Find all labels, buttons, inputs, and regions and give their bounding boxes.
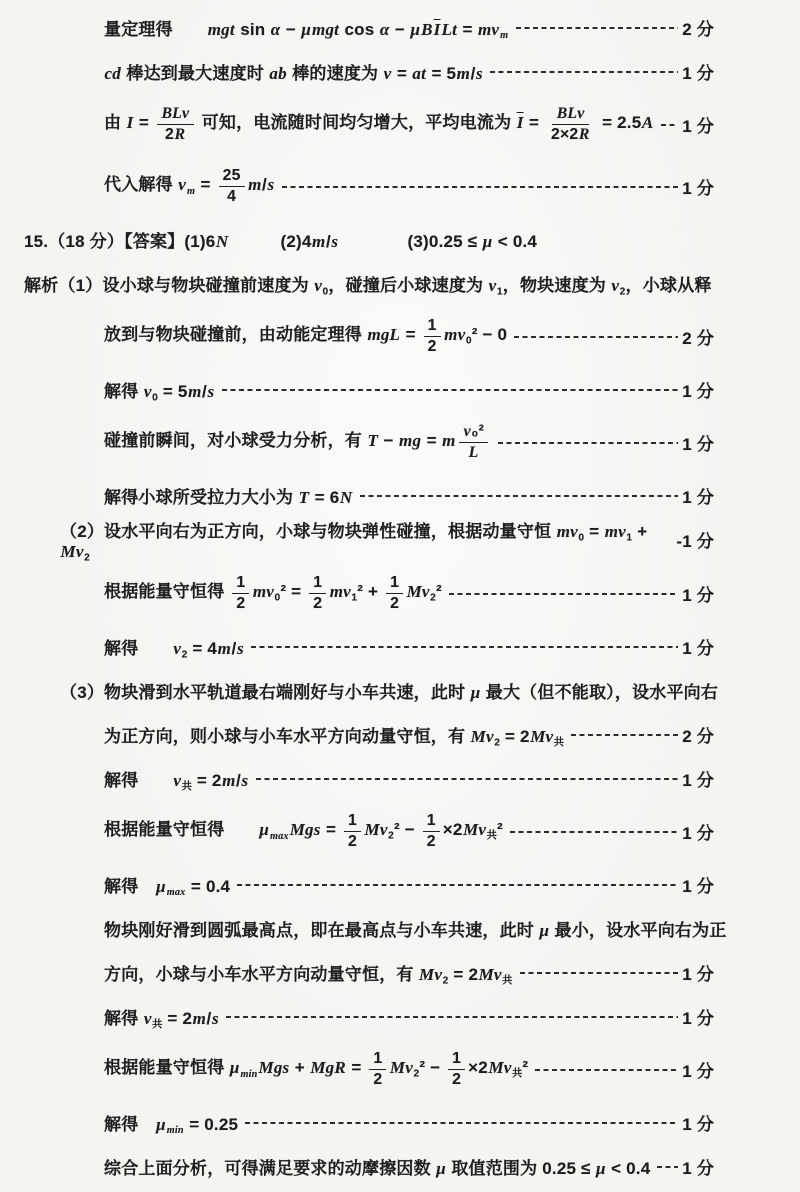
math-variable: s [211,1008,219,1028]
solution-line [22,862,792,906]
fraction: $\frac{1}{2}$ [232,574,249,611]
math-variable: max [166,887,186,899]
math-variable: cd [104,63,121,83]
score-label: 1 分 [682,1061,714,1081]
math-variable: $\overline{I}$ [433,19,441,39]
math-variable: μ [410,19,421,39]
dotted-leader [251,646,678,648]
fraction: $\frac{25}{4}$ [219,167,245,204]
subscript: 0 [578,532,585,544]
line-content: 根据能量守恒得 $\mu_{max}Mgs$ = $\frac{1}{2}$ $Mv_2^2$ − $\frac{1}{2}$ $\times 2Mv_共^2$ [104,812,503,850]
math-variable: m [500,30,509,42]
solution-line [22,5,792,49]
line-content: （3）物块滑到水平轨道最右端刚好与小车共速，此时 μ 最大（但不能取），设水平向右 [60,682,719,702]
solution-line [22,712,792,756]
score-label: 1 分 [682,63,714,83]
bold-label: 解析 [24,275,59,295]
score-label: 1 分 [682,770,714,790]
dotted-leader [245,1122,678,1124]
line-content: 物块刚好滑到圆弧最高点，即在最高点与小车共速，此时 μ 最小，设水平向右为正 [104,920,727,940]
solution-lines [22,5,792,1188]
score-label: 2 分 [682,328,714,348]
line-content: 解得 $\mu_{max} = 0.4$ [104,876,231,899]
solution-line [22,624,792,668]
subscript: 2 [181,649,188,661]
subscript: 2 [413,1069,420,1081]
math-variable: BLv [161,105,190,123]
math-variable: ab [269,63,287,83]
solution-line [22,411,792,473]
score-label: 1 分 [682,434,714,454]
math-variable: s [241,770,249,790]
math-variable: m [186,186,196,198]
line-content: 放到与物块碰撞前，由动能定理得 mgL = $\frac{1}{2}$ $mv_0^2 - 0$ [104,317,508,355]
math-variable: v [173,770,182,790]
math-variable: μ [539,920,550,940]
math-variable: μ [156,1114,166,1134]
math-variable: v [178,175,186,195]
math-variable: R [174,125,186,143]
line-content: 解得 $v_共 = 2m/s$ [104,770,249,793]
math-variable: max [269,831,289,843]
math-variable: Mv [406,582,430,602]
line-content: 根据能量守恒得 $\frac{1}{2}$ $mv_0^2$ = $\frac{1}{2}$ $mv_1^2$ + $\frac{1}{2}$ $Mv_2^2$ [104,574,442,612]
math-variable: Mv [530,726,554,746]
math-variable: $\overline{I}$ [516,113,524,133]
subscript: 0 [322,286,329,298]
subscript: 1 [626,532,633,544]
subscript [240,1069,258,1080]
solution-line [22,906,792,950]
math-variable: B [421,19,433,39]
subscript: 共 [152,1019,163,1031]
subscript: 共 [553,737,565,749]
dotted-leader [498,442,678,444]
math-variable: Mv [419,964,443,984]
math-variable: mv [444,325,466,345]
math-variable: m [248,175,262,195]
math-variable: mgt [207,19,235,39]
math-variable: mv [604,522,626,541]
line-content: 为正方向，则小球与小车水平方向动量守恒，有 $Mv_2 = 2Mv_共$ [104,726,565,749]
line-content: 代入解得 $v_m$ = $\frac{25}{4}$ m/s [104,167,275,205]
subscript: 0 [274,593,281,605]
math-variable: Mv [463,820,487,840]
math-variable: v [488,275,497,295]
score-label: 1 分 [682,1158,714,1178]
math-variable: v [611,275,620,295]
dotted-leader [657,1166,678,1168]
dotted-leader [520,972,679,974]
subscript [186,186,195,197]
math-variable: s [207,381,215,401]
math-variable: L [468,443,479,461]
math-variable: v [143,1008,152,1028]
math-variable: μ [482,231,493,251]
dotted-leader [449,593,678,595]
solution-line [22,155,792,217]
fraction: $\frac{1}{2}$ [386,574,403,611]
subscript: 共 [502,975,513,987]
math-variable: m [442,431,456,451]
subscript [166,887,186,898]
math-variable: s [476,63,483,83]
solution-line [22,1144,792,1188]
score-label: 2 分 [682,19,714,39]
solution-line [22,800,792,862]
subscript: 2 [494,737,501,749]
score-label: -1 分 [676,532,714,551]
math-variable: s [267,175,275,195]
line-content: 解得 $\mu_{min} = 0.25$ [104,1114,239,1137]
solution-line [22,1038,792,1100]
score-label: 1 分 [682,116,714,136]
math-variable: mv [556,522,578,541]
subscript: 共 [486,831,498,843]
math-variable: v [463,423,471,441]
math-variable: m [192,1008,207,1028]
overline-term [433,20,441,39]
subscript: 2 [84,552,90,564]
fraction: $\frac{\text{BLv}}{2\times 2R}$ [551,105,590,143]
score-label: 1 分 [682,487,714,507]
math-variable: T [298,487,310,507]
math-variable: μ [596,1158,606,1178]
fraction: $\frac{\text{BLv}}{2R}$ [157,105,194,142]
math-variable: α [379,19,390,39]
math-variable: m [188,381,202,401]
line-content: 根据能量守恒得 $\mu_{min}Mgs$ + MgR = $\frac{1}{2}$ $Mv_2^2$ − $\frac{1}{2}$ $\times 2Mv_共^2$ [104,1050,529,1088]
subscript: 2 [388,831,394,843]
solution-line [22,49,792,93]
math-variable: m [456,63,471,83]
dotted-leader [222,389,678,391]
math-variable: mv [252,582,274,602]
line-content: 方向，小球与小车水平方向动量守恒，有 $Mv_2 = 2Mv_共$ [104,964,513,987]
math-variable: μ [156,876,166,896]
solution-line [22,261,792,305]
score-label: 2 分 [682,726,714,746]
line-content: 15.（18 分）【答案】(1)6N (2)4m/s (3)0.25 ≤ μ < 0.4 [24,231,538,251]
math-variable: min [240,1069,258,1081]
subscript: 1 [496,286,503,298]
line-content: 综合上面分析，可得满足要求的动摩擦因数 μ 取值范围为 0.25 ≤ μ < 0.4 [104,1158,651,1178]
subscript: 0 [465,336,472,348]
overline-term [516,113,524,132]
solution-line [22,1100,792,1144]
dotted-leader [237,884,678,886]
math-variable: Mv [60,542,84,561]
math-variable: Mv [470,726,494,746]
solution-line [22,756,792,800]
math-variable: μ [301,19,312,39]
score-label: 1 分 [682,178,714,198]
math-variable: T [367,431,379,451]
math-variable: m [222,770,236,790]
math-variable: I [126,113,134,133]
dotted-leader [282,186,678,188]
line-content: 量定理得 mgt sin α − μmgt $\cos \alpha - \mu B\overline{I}Lt = mv_m$ [104,19,509,42]
solution-line [22,950,792,994]
math-variable: μ [259,820,269,840]
solution-line [22,562,792,624]
score-label: 1 分 [682,823,714,843]
line-content: cd 棒达到最大速度时 ab 棒的速度为 v = at = 5m/s [104,63,483,83]
subscript [166,1125,184,1136]
solution-line [22,93,792,155]
fraction: $\frac{1}{2}$ [309,574,326,611]
solution-line [22,367,792,411]
math-variable: at [412,63,427,83]
score-label: 1 分 [682,1114,714,1134]
math-variable: v [143,381,152,401]
math-variable: mgt [312,19,340,39]
line-content: 解得 $v_2 = 4m/s$ [104,638,244,661]
math-variable: N [339,487,353,507]
fraction: $\frac{1}{2}$ [369,1050,386,1087]
solution-line [22,994,792,1038]
math-variable: v [383,63,392,83]
line-content: 解析（1）设小球与物块碰撞前速度为 $v_0$，碰撞后小球速度为 $v_1$，物块速度为 $v_2$，小球从释 [24,275,712,298]
subscript: 共 [512,1069,523,1081]
math-variable: MgR [310,1058,346,1078]
score-label: 1 分 [682,381,714,401]
dotted-leader [535,1069,678,1071]
dotted-leader [514,336,678,338]
subscript [500,30,509,41]
dotted-leader [510,831,678,833]
math-variable: μ [229,1058,240,1078]
math-variable: m [312,231,326,251]
math-variable: μ [436,1158,446,1178]
score-label: 1 分 [682,638,714,658]
dotted-leader [360,495,678,497]
fraction: $\frac{1}{2}$ [423,812,440,849]
subscript: 1 [351,593,358,605]
fraction: $\frac{1}{2}$ [344,812,361,849]
math-variable: mgL [367,325,401,345]
score-label: 1 分 [682,1008,714,1028]
math-variable: Lt [441,19,458,39]
math-variable: mv [478,19,500,39]
solution-line [22,305,792,367]
line-content: 解得 $v_0 = 5m/s$ [104,381,215,404]
math-variable: Mv [364,820,388,840]
dotted-leader [516,27,678,29]
solution-line [22,217,792,261]
solution-line [22,517,792,562]
solution-line [22,668,792,712]
line-content: 碰撞前瞬间，对小球受力分析，有 T − mg = m $\frac{\text{v₀²}}{L}$ [104,423,491,460]
subscript: 共 [181,781,192,793]
dotted-leader [256,778,678,780]
dotted-leader [661,124,678,126]
subscript [269,831,289,842]
line-content: 解得小球所受拉力大小为 T = 6N [104,487,353,507]
math-variable: mv [329,582,351,602]
math-variable: N [215,231,229,251]
math-variable: Mv [488,1058,512,1078]
math-variable: m [217,638,232,658]
fraction: $\frac{1}{2}$ [448,1050,465,1087]
dotted-leader [571,734,678,736]
math-variable: s [236,638,244,658]
score-label: 1 分 [682,876,714,896]
math-variable: Mgs [258,1058,290,1078]
math-variable: s [331,231,339,251]
math-variable: Mgs [289,820,321,840]
solution-line [22,473,792,517]
math-variable: Mv [389,1058,413,1078]
math-variable: A [641,113,654,133]
math-variable: v [173,638,182,658]
fraction: $\frac{1}{2}$ [424,317,441,354]
dotted-leader [490,71,678,73]
math-variable: Mv [478,964,502,984]
dotted-leader [226,1016,678,1018]
line-content: 由 I = $\frac{\text{BLv}}{2R}$ 可知，电流随时间均匀增大，平均电流为 $\overline{I}$ = $\frac{\text{BLv}}{2\times 2R}$ = 2.5A [104,105,654,143]
math-variable: BLv [556,105,585,123]
math-variable: min [166,1125,184,1137]
math-variable: μ [470,682,481,702]
subscript: 0 [152,392,158,404]
subscript: 2 [430,593,437,605]
score-label: 1 分 [682,585,714,605]
line-content: （2）设水平向右为正方向，小球与物块弹性碰撞，根据动量守恒 $mv_0 = mv_1 + Mv_2$ [60,522,653,564]
math-variable: mg [399,431,422,451]
line-content: 解得 $v_共 = 2m/s$ [104,1008,219,1031]
subscript: 2 [442,975,449,987]
fraction: $\frac{\text{v₀²}}{L}$ [459,423,488,460]
math-variable: v [314,275,323,295]
math-variable: α [270,19,281,39]
score-label: 1 分 [682,964,714,984]
math-variable: R [578,125,590,143]
subscript: 2 [619,286,626,298]
